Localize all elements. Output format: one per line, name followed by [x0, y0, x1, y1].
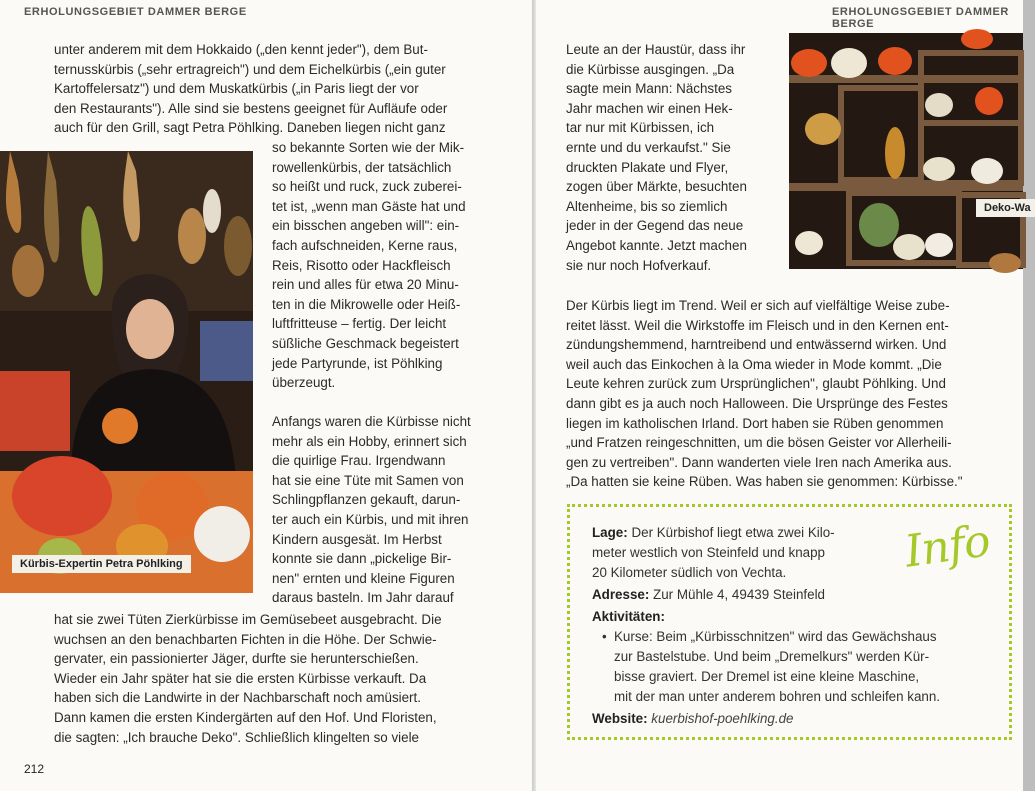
text-line: Leute an der Haustür, dass ihr [566, 42, 746, 57]
text-line: zündungshemmend, harntreibend und entwässernd wirken. Und [566, 337, 947, 353]
text-line: so heißt und ruck, zuck zuberei- [272, 179, 462, 195]
text-line: „und Fratzen reingeschnitten, um die bösen Geister vor Allerheili- [566, 435, 952, 451]
text-line: Anfangs waren die Kürbisse nicht [272, 414, 471, 429]
text-line: hat sie zwei Tüten Zierkürbisse im Gemüsebeet ausgebracht. Die [54, 612, 442, 627]
text-line: die sagten: „Ich brauche Deko". Schließlich klingelten so viele [54, 729, 420, 745]
column-paragraph-2 [272, 412, 494, 608]
website-link[interactable]: kuerbishof-poehlking.de [651, 711, 794, 726]
text-line: ternusskürbis („sehr ertragreich") und dem Eichelkürbis („ein guter [54, 61, 446, 77]
pumpkin-expert-photo [0, 151, 253, 593]
text-line: haben sich die Landwirte in der Nachbarschaft noch amüsiert. [54, 690, 421, 706]
text-line: ein bisschen angeben will": ein- [272, 218, 460, 234]
photo-caption-right: Deko-Wa [976, 199, 1035, 217]
column-paragraph-right [566, 40, 771, 275]
text-line: sie nur noch Hofverkauf. [566, 257, 712, 273]
page-number: 212 [24, 762, 45, 776]
aktivitaeten-text: mit der man unter anderem bohren und schleifen kann. [614, 689, 941, 704]
text-line: Kindern ausgesät. Im Herbst [272, 531, 442, 547]
text-line: Jahr machen wir einen Hek- [566, 100, 733, 116]
bullet-icon: • [602, 629, 607, 644]
photo-petra-poehlking [0, 151, 253, 593]
adresse-value: Zur Mühle 4, 49439 Steinfeld [653, 587, 826, 602]
text-line: tar nur mit Kürbissen, ich [566, 120, 715, 136]
text-line: ernte und du verkaufst." Sie [566, 139, 731, 155]
text-line: Schlingpflanzen gekauft, darun- [272, 492, 461, 508]
text-line: gen zu vertreiben". Dann wanderten viele Iren nach Amerika aus. [566, 454, 952, 470]
text-line: die Kürbisse ausgingen. „Da [566, 61, 735, 77]
text-line: Kartoffelersatz") und dem Muskatkürbis („in Paris liegt der vor [54, 81, 419, 97]
text-line: Altenheime, bis so ziemlich [566, 198, 728, 214]
text-line: Leute kehren zurück zum Ursprünglichen", glaubt Pöhlking. Und [566, 376, 946, 392]
adresse-label: Adresse: [592, 587, 650, 602]
running-head-right: ERHOLUNGSGEBIET DAMMER BERGE [832, 6, 1009, 30]
text-line: liegen im katholischen Irland. Dort haben sie Rüben genommen [566, 415, 944, 431]
text-line: ten in die Mikrowelle oder Heiß- [272, 296, 461, 312]
text-line: den Restaurants"). Alle sind sie bestens geeignet für Aufläufe oder [54, 100, 448, 116]
lage-text: meter westlich von Steinfeld und knapp [592, 545, 825, 560]
aktivitaeten-text: zur Bastelstube. Und beim „Dremelkurs" werden Kür- [614, 649, 930, 664]
bottom-paragraph [54, 610, 494, 747]
text-line: zogen über Märkte, besuchten [566, 179, 747, 195]
text-line: druckten Plakate und Flyer, [566, 159, 729, 175]
text-line: fach aufschneiden, Kerne raus, [272, 237, 458, 253]
body-paragraph-right [566, 296, 1012, 492]
text-line: mehr als ein Hobby, erinnert sich [272, 433, 467, 449]
text-line: rein und alles für etwa 20 Minu- [272, 277, 459, 293]
text-line: Dann kamen die ersten Kindergärten auf den Hof. Und Floristen, [54, 709, 437, 725]
website-label: Website: [592, 711, 648, 726]
photo-caption-left: Kürbis-Expertin Petra Pöhlking [12, 555, 191, 573]
text-line: sagte mein Mann: Nächstes [566, 81, 732, 97]
adresse-line [592, 585, 825, 605]
text-line: überzeugt. [272, 375, 336, 391]
photo-pumpkin-shelf [789, 33, 1023, 269]
text-line: Reis, Risotto oder Hackfleisch [272, 257, 451, 273]
lage-label: Lage: [592, 525, 628, 540]
lage-line [592, 523, 835, 543]
text-line: konnte sie dann „pickelige Bir- [272, 551, 452, 567]
info-box [567, 504, 1012, 740]
website-line [592, 709, 793, 729]
text-line: Wieder ein Jahr später hat sie die ersten Kürbisse verkauft. Da [54, 670, 427, 686]
aktivitaeten-text: Kurse: Beim „Kürbisschnitzen" wird das Gewächshaus [614, 629, 937, 644]
text-line: Der Kürbis liegt im Trend. Weil er sich auf vielfältige Weise zube- [566, 298, 950, 313]
text-line: „Da hatten sie keine Rüben. Was haben sie genommen: Kürbisse." [566, 474, 963, 490]
aktivitaeten-text: bisse graviert. Der Dremel ist eine kleine Maschine, [614, 669, 920, 684]
text-line: reitet lässt. Weil die Wirkstoffe im Fleisch und in den Kernen ent- [566, 317, 949, 333]
text-line: tet ist, „wenn man Gäste hat und [272, 198, 466, 214]
text-line: Angebot kannte. Jetzt machen [566, 237, 747, 253]
text-line: süßliche Geschmack begeistert [272, 335, 459, 351]
pumpkin-shelf-photo [789, 33, 1023, 269]
info-logo: Info [901, 515, 993, 578]
text-line: ter auch ein Kürbis, und mit ihren [272, 511, 469, 527]
text-line: gervater, ein passionierter Jäger, durfte sie herunterschießen. [54, 651, 419, 667]
text-line: unter anderem mit dem Hokkaido („den kennt jeder"), dem But- [54, 42, 428, 57]
text-line: rowellenkürbis, der tatsächlich [272, 159, 452, 175]
text-line: hat sie eine Tüte mit Samen von [272, 472, 464, 488]
text-line: luftfritteuse – fertig. Der leicht [272, 316, 447, 332]
text-line: jede Partyrunde, ist Pöhlking [272, 355, 443, 371]
aktivitaeten-label: Aktivitäten: [592, 609, 665, 624]
text-line: auch für den Grill, sagt Petra Pöhlking. Daneben liegen nicht ganz [54, 120, 446, 136]
lage-text: Der Kürbishof liegt etwa zwei Kilo- [631, 525, 835, 540]
column-paragraph-1 [272, 138, 494, 393]
text-line: weil auch das Einkochen à la Oma wieder in Mode kommt. „Die [566, 356, 942, 372]
text-line: daraus basteln. Im Jahr darauf [272, 590, 454, 606]
text-line: die quirlige Frau. Irgendwann [272, 453, 446, 469]
text-line: nen" ernten und kleine Figuren [272, 570, 455, 586]
text-line: dann gibt es ja auch noch Halloween. Die Ursprünge des Festes [566, 395, 948, 411]
intro-paragraph [54, 40, 494, 138]
running-head-left: ERHOLUNGSGEBIET DAMMER BERGE [24, 6, 247, 18]
lage-text: 20 Kilometer südlich von Vechta. [592, 565, 787, 580]
text-line: wuchsen an den benachbarten Fichten in die Höhe. Der Schwie- [54, 631, 437, 647]
text-line: so bekannte Sorten wie der Mik- [272, 140, 465, 155]
text-line: jeder in der Gegend das neue [566, 218, 744, 234]
